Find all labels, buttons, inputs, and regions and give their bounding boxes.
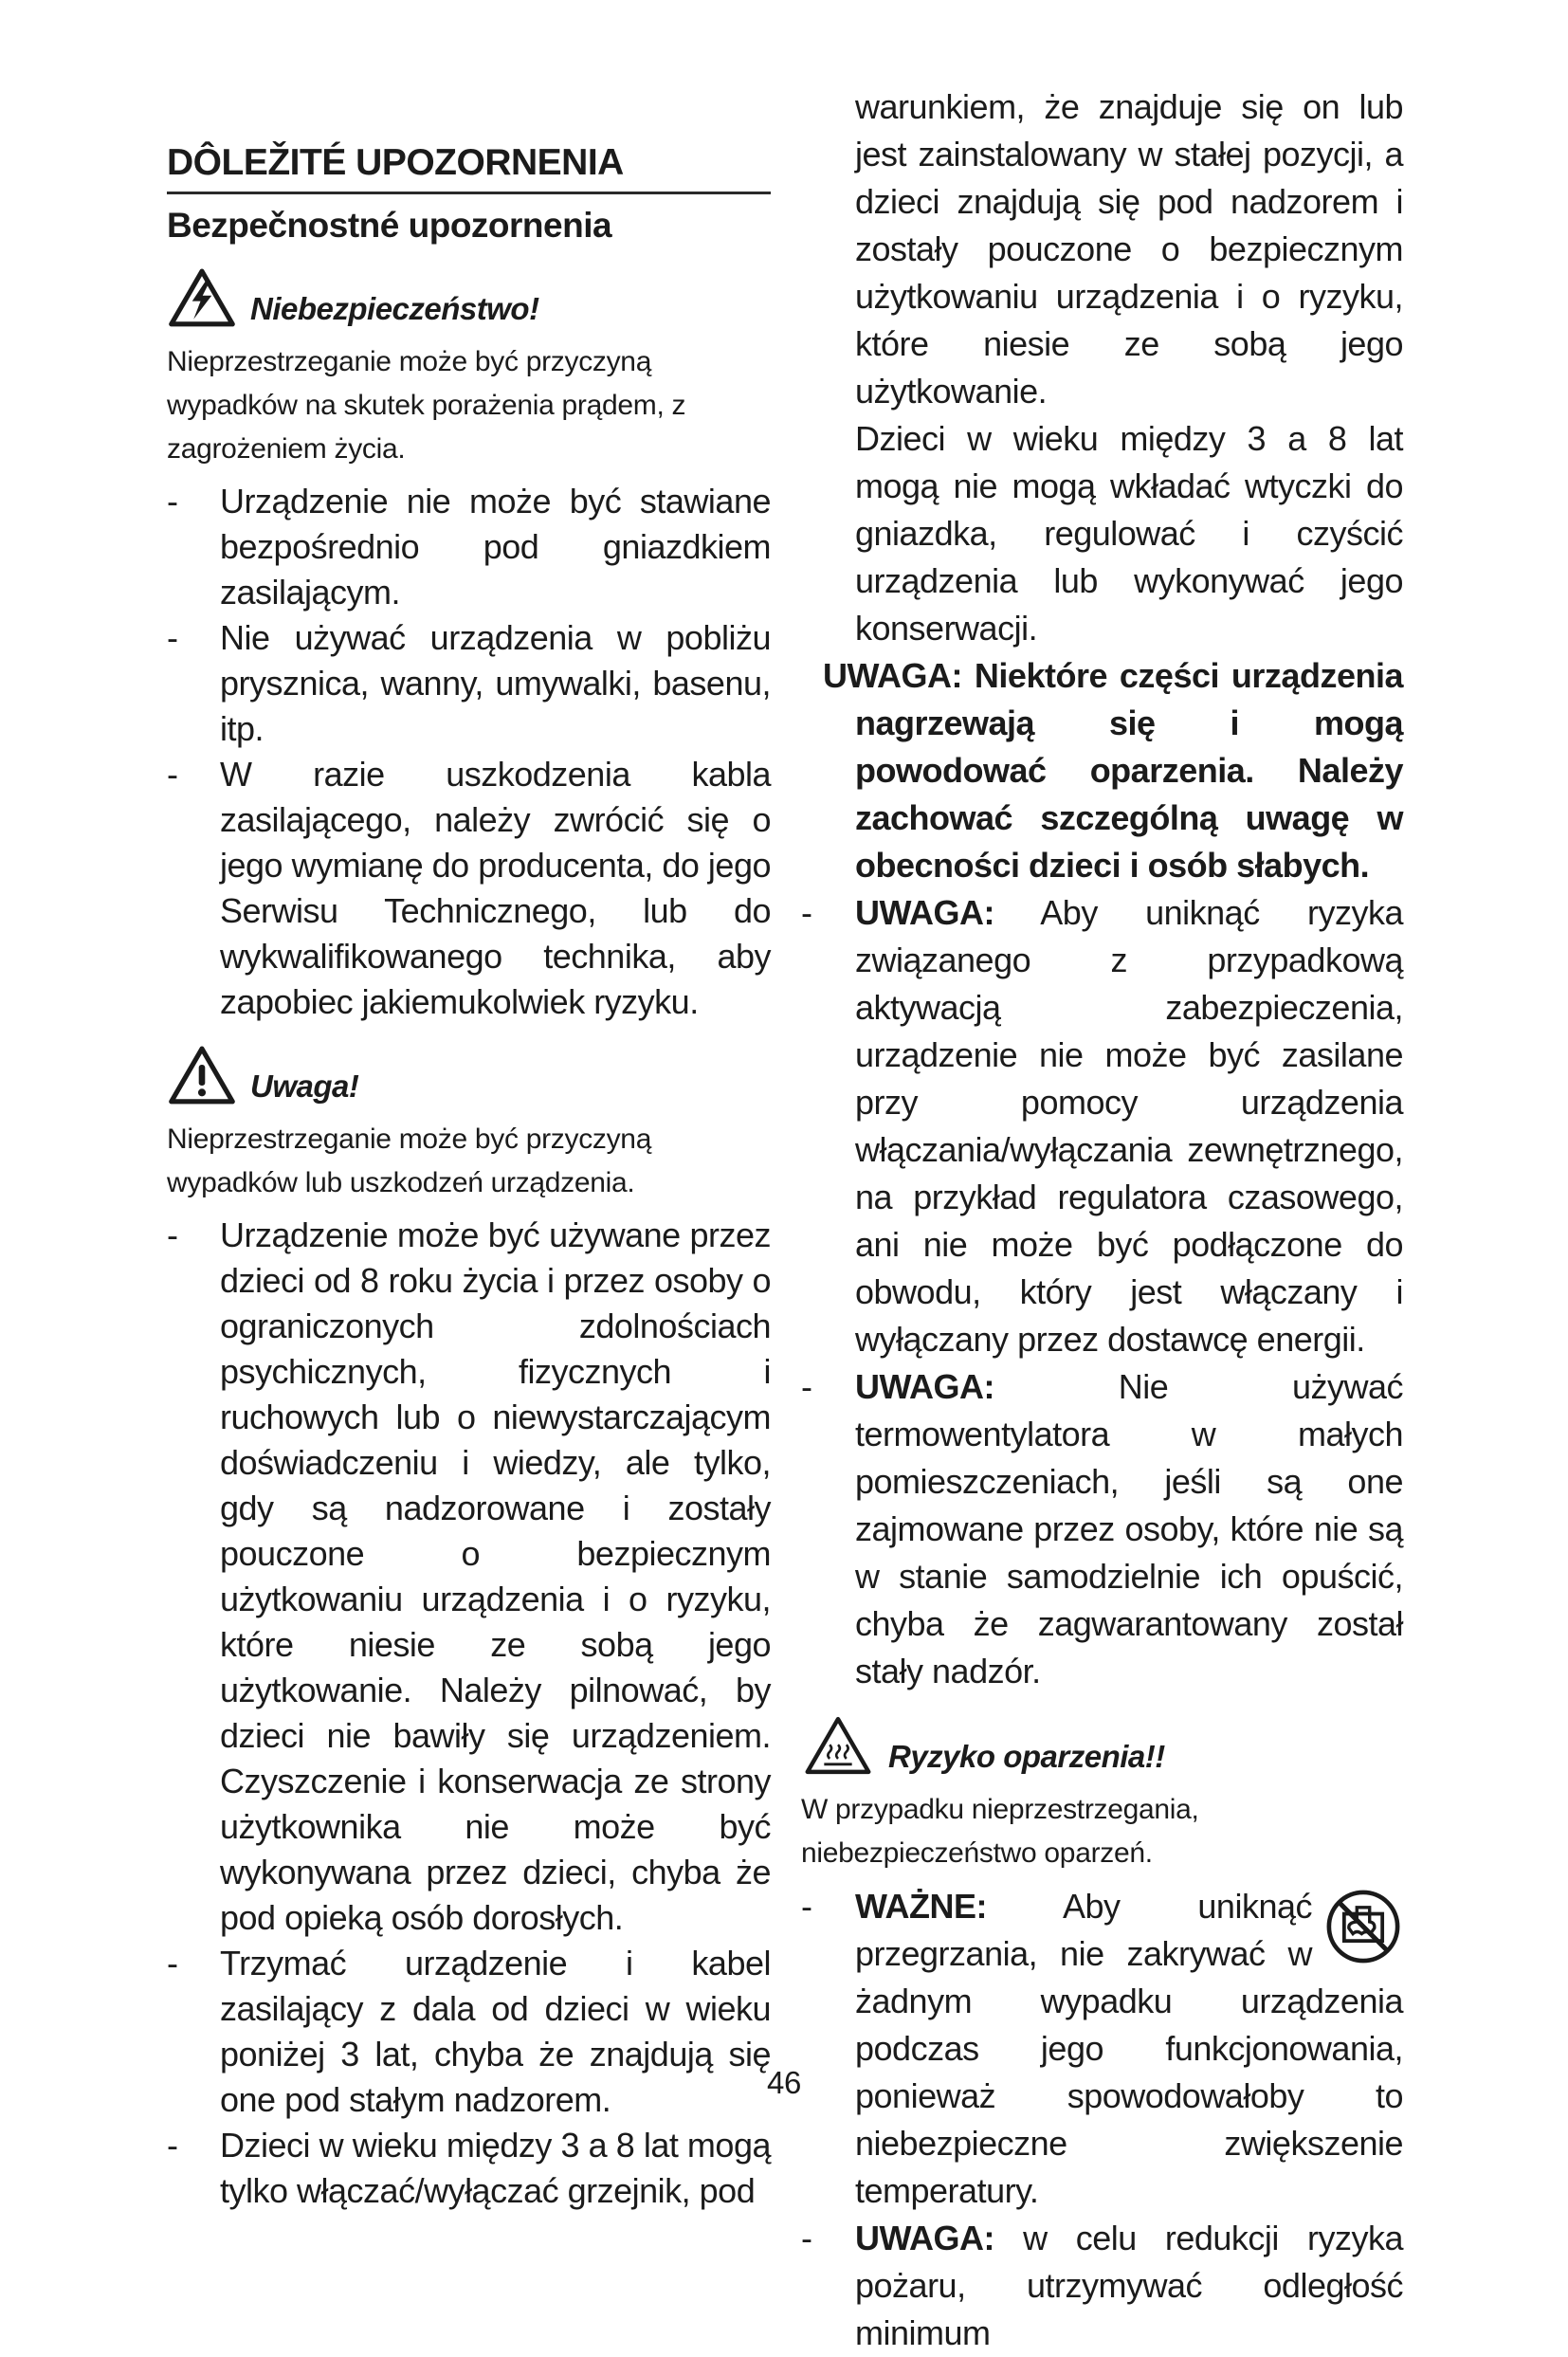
burn-risk-intro: W przypadku nieprzestrzegania, niebezpieczeństwo oparzeń. xyxy=(801,1794,1199,1869)
list-item: - Urządzenie nie może być stawiane bezpośrednio pod gniazdkiem zasilającym. xyxy=(167,479,771,615)
bullet-dash: - xyxy=(167,755,178,794)
burn-risk-label: Ryzyko oparzenia!! xyxy=(888,1739,1165,1774)
paragraph: Dzieci w wieku między 3 a 8 lat mogą nie mogą wkładać wtyczki do gniazdka, regulować i czyścić urządzenia lub wykonywać jego konserwacji. xyxy=(855,419,1403,648)
note-text: w celu redukcji ryzyka pożaru, utrzymywać odległość minimum xyxy=(855,2219,1403,2352)
note-prefix: UWAGA: xyxy=(855,2219,994,2257)
bullet-dash: - xyxy=(801,1367,812,1406)
bullet-dash: - xyxy=(167,482,178,521)
note-text: Aby uniknąć przegrzania, nie zakrywać w żadnym wypadku urządzenia podczas jego funkcjonowania, ponieważ spowodowałoby to niebezpieczne zwiększenie temperatury. xyxy=(855,1887,1403,2210)
do-not-cover-icon xyxy=(1323,1887,1403,1966)
list-item: - W razie uszkodzenia kabla zasilającego, należy zwrócić się o jego wymianę do producenta, do jego Serwisu Technicznego, lub do wykwalifikowanego technika, aby zapobiec jakiemukolwiek ryzyku. xyxy=(167,752,771,1025)
bullet-dash: - xyxy=(167,1215,178,1254)
continuation-paragraph: warunkiem, że znajduje się on lub jest zainstalowany w stałej pozycji, a dzieci znajdują się pod nadzorem i zostały pouczone o bezpiecznym użytkowaniu urządzenia i o ryzyku, które niesie ze sobą jego użytkowanie. xyxy=(855,87,1403,411)
note-text: Nie używać termowentylatora w małych pomieszczeniach, jeśli są one zajmowane przez osoby, które nie są w stanie samodzielnie ich opuścić, chyba że zagwarantowany został stały nadzór. xyxy=(855,1367,1403,1690)
danger-header xyxy=(167,266,771,329)
hot-surface-triangle-icon xyxy=(801,1714,875,1777)
note-prefix: UWAGA: xyxy=(855,893,994,932)
title-rule xyxy=(167,192,771,194)
danger-intro: Nieprzestrzeganie może być przyczyną wypadków na skutek porażenia prądem, z zagrożeniem życia. xyxy=(167,346,686,465)
caution-intro: Nieprzestrzeganie może być przyczyną wypadków lub uszkodzeń urządzenia. xyxy=(167,1124,652,1198)
note-prefix: UWAGA: xyxy=(855,1367,994,1406)
burn-risk-header xyxy=(801,1714,1403,1777)
list-item: - Trzymać urządzenie i kabel zasilający z dala od dzieci w wieku poniżej 3 lat, chyba że znajdują się one pod stałym nadzorem. xyxy=(167,1941,771,2123)
bullet-dash: - xyxy=(801,1887,812,1926)
list-item: - Nie używać urządzenia w pobliżu prysznica, wanny, umywalki, basenu, itp. xyxy=(167,615,771,752)
bullet-dash: - xyxy=(801,893,812,932)
list-item xyxy=(801,1363,1403,1695)
list-item: - Dzieci w wieku między 3 a 8 lat mogą tylko włączać/wyłączać grzejnik, pod xyxy=(167,2123,771,2214)
bullet-dash: - xyxy=(801,2219,812,2257)
list-item xyxy=(801,889,1403,1363)
exclamation-triangle-icon xyxy=(167,1044,237,1106)
note-prefix: UWAGA: xyxy=(823,656,962,695)
list-item xyxy=(801,2215,1403,2357)
danger-label: Niebezpieczeństwo! xyxy=(250,291,539,326)
note-prefix: WAŻNE: xyxy=(855,1887,987,1926)
page-title: DÔLEŽITÉ UPOZORNENIA xyxy=(167,142,624,183)
left-column xyxy=(167,142,771,2214)
caution-label: Uwaga! xyxy=(250,1069,359,1104)
page-number: 46 xyxy=(766,2065,802,2100)
lightning-triangle-icon xyxy=(167,266,237,329)
list-item: - Urządzenie może być używane przez dzieci od 8 roku życia i przez osoby o ograniczonych zdolnościach psychicznych, fizycznych i ruchowych lub o niewystarczającym doświadczeniu i wiedzy, ale tylko, gdy są nadzorowane i zostały pouczone o bezpiecznym użytkowaniu urządzenia i o ryzyku, które niesie ze sobą jego użytkowanie. Należy pilnować, by dzieci nie bawiły się urządzeniem. Czyszczenie i konserwacja ze strony użytkownika nie może być wykonywana przez dzieci, chyba że pod opieką osób dorosłych. xyxy=(167,1213,771,1941)
bullet-dash: - xyxy=(167,2126,178,2165)
note-text: Aby uniknąć ryzyka związanego z przypadkową aktywacją zabezpieczenia, urządzenie nie może być zasilane przy pomocy urządzenia włączania/wyłączania zewnętrznego, na przykład regulatora czasowego, ani nie może być podłączone do obwodu, który jest włączany i wyłączany przez dostawcę energii. xyxy=(855,893,1404,1359)
right-column xyxy=(801,83,1403,2357)
list-item xyxy=(801,1883,1403,2215)
bullet-dash: - xyxy=(167,618,178,657)
bullet-dash: - xyxy=(167,1944,178,1982)
section-subtitle: Bezpečnostné upozornenia xyxy=(167,206,612,245)
caution-header xyxy=(167,1044,771,1106)
bold-note xyxy=(801,652,1403,889)
note-text: Niektóre części urządzenia nagrzewają się i mogą powodować oparzenia. Należy zachować szczególną uwagę w obecności dzieci i osób słabych. xyxy=(855,656,1403,885)
